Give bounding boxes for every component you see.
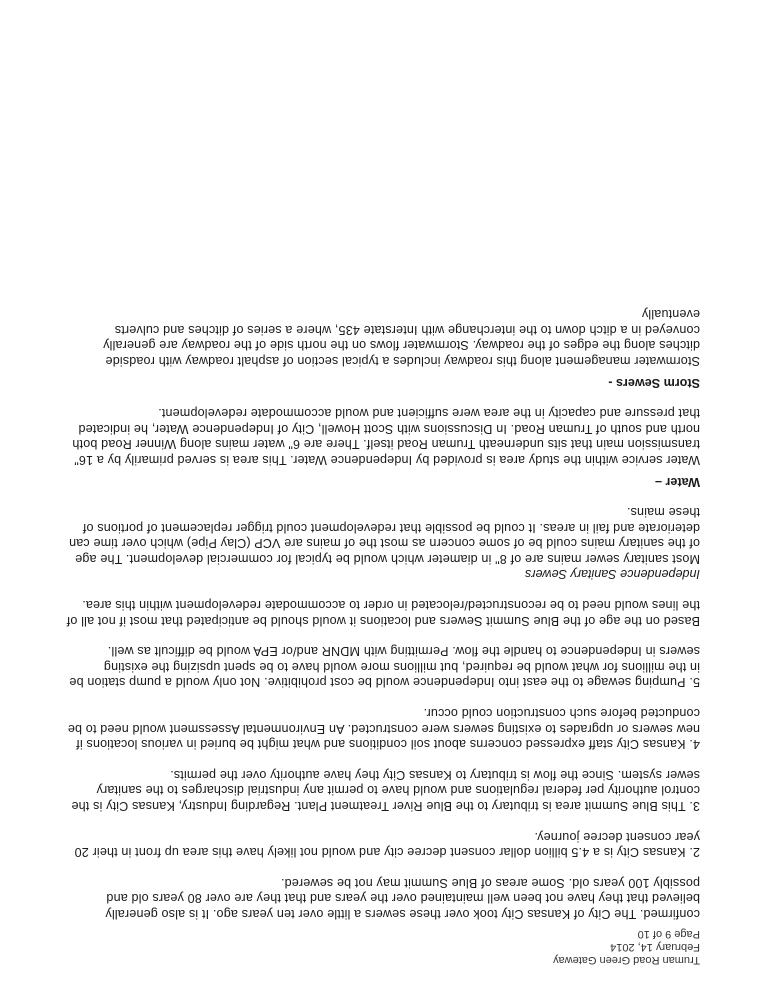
water-paragraph: Water service within the study area is provided by Independence Water. This area is served primarily by a 16" transmission main that sits underneath Truman Road itself. There are 6" water mains along Winner Road both north and south of Truman Road. In Discussions with Scott Howell, City of Independence Water, he indicated that pressure and capacity in the area were sufficient and would accommodate redevelopment. [72, 406, 700, 467]
list-item-5: 5. Pumping sewage to the east into Independence would be cost prohibitive. Not only would a pump station be in the millions for what would be required, but millions more would have to be spent upsizing the existing sewers in Independence to handle the flow. Permitting with MDNR and/or EPA would be difficult as well. [69, 644, 700, 690]
header-project-title: Truman Road Green Gateway [553, 954, 700, 966]
header-date: February 14, 2014 [610, 941, 700, 953]
page-content [62, 306, 700, 966]
independence-sewers-paragraph: Most sanitary sewer mains are of 8" in diameter which would be typical for commercial development. The age of the sanitary mains could be of some concern as most the of mains are VCP (Clay Pipe) which over time can deteriorate and fail in areas. It could be possible that redevelopment could trigger replacement of portions of these mains. [68, 505, 700, 566]
storm-sewers-heading: Storm Sewers - [608, 375, 700, 390]
page-header [62, 927, 700, 966]
list-item-3: 3. This Blue Summit area is tributary to the Blue River Treatment Plant. Regarding Industry, Kansas City is the control authority per federal regulations and would have to permit any industrial discharges to the sanitary sewer system. Since the flow is tributary to Kansas City they have authority over the permits. [71, 767, 700, 814]
header-page-number: Page 9 of 10 [637, 928, 700, 940]
independence-sewers-heading: Independence Sanitary Sewers [524, 567, 700, 582]
list-item-4: 4. Kansas City staff expressed concerns about soil conditions and what might be buried in various locations if new sewers or upgrades to existing sewers were constructed. An Environmental Assessment would need to be conducted before such construction could occur. [67, 706, 700, 752]
summary-paragraph: Based on the age of the Blue Summit Sewers and locations it would should be anticipated that most if not all of the lines would need to be reconstructed/relocated in order to accommodate redevelopment within this area. [66, 598, 700, 628]
water-heading: Water – [654, 474, 700, 489]
list-item-2: 2. Kansas City is a 4.5 billion dollar consent decree city and would not likely have this area up front in their 20 year consent decree journey. [74, 829, 700, 860]
intro-paragraph: confirmed. The City of Kansas City took over these sewers a little over ten years ago. It is also generally believed that they have not been well maintained over the years and that they are over 80 years old and possibly 100 years old. Some areas of Blue Summit may not be sewered. [105, 875, 700, 921]
storm-sewers-paragraph: Stormwater management along this roadway includes a typical section of asphalt roadway with roadside ditches along the edges of the roadway. Stormwater flows on the north side of the roadway are generally conveyed in a ditch down to the interchange with Interstate 435, where a series of ditches and culverts eventually [103, 307, 700, 368]
